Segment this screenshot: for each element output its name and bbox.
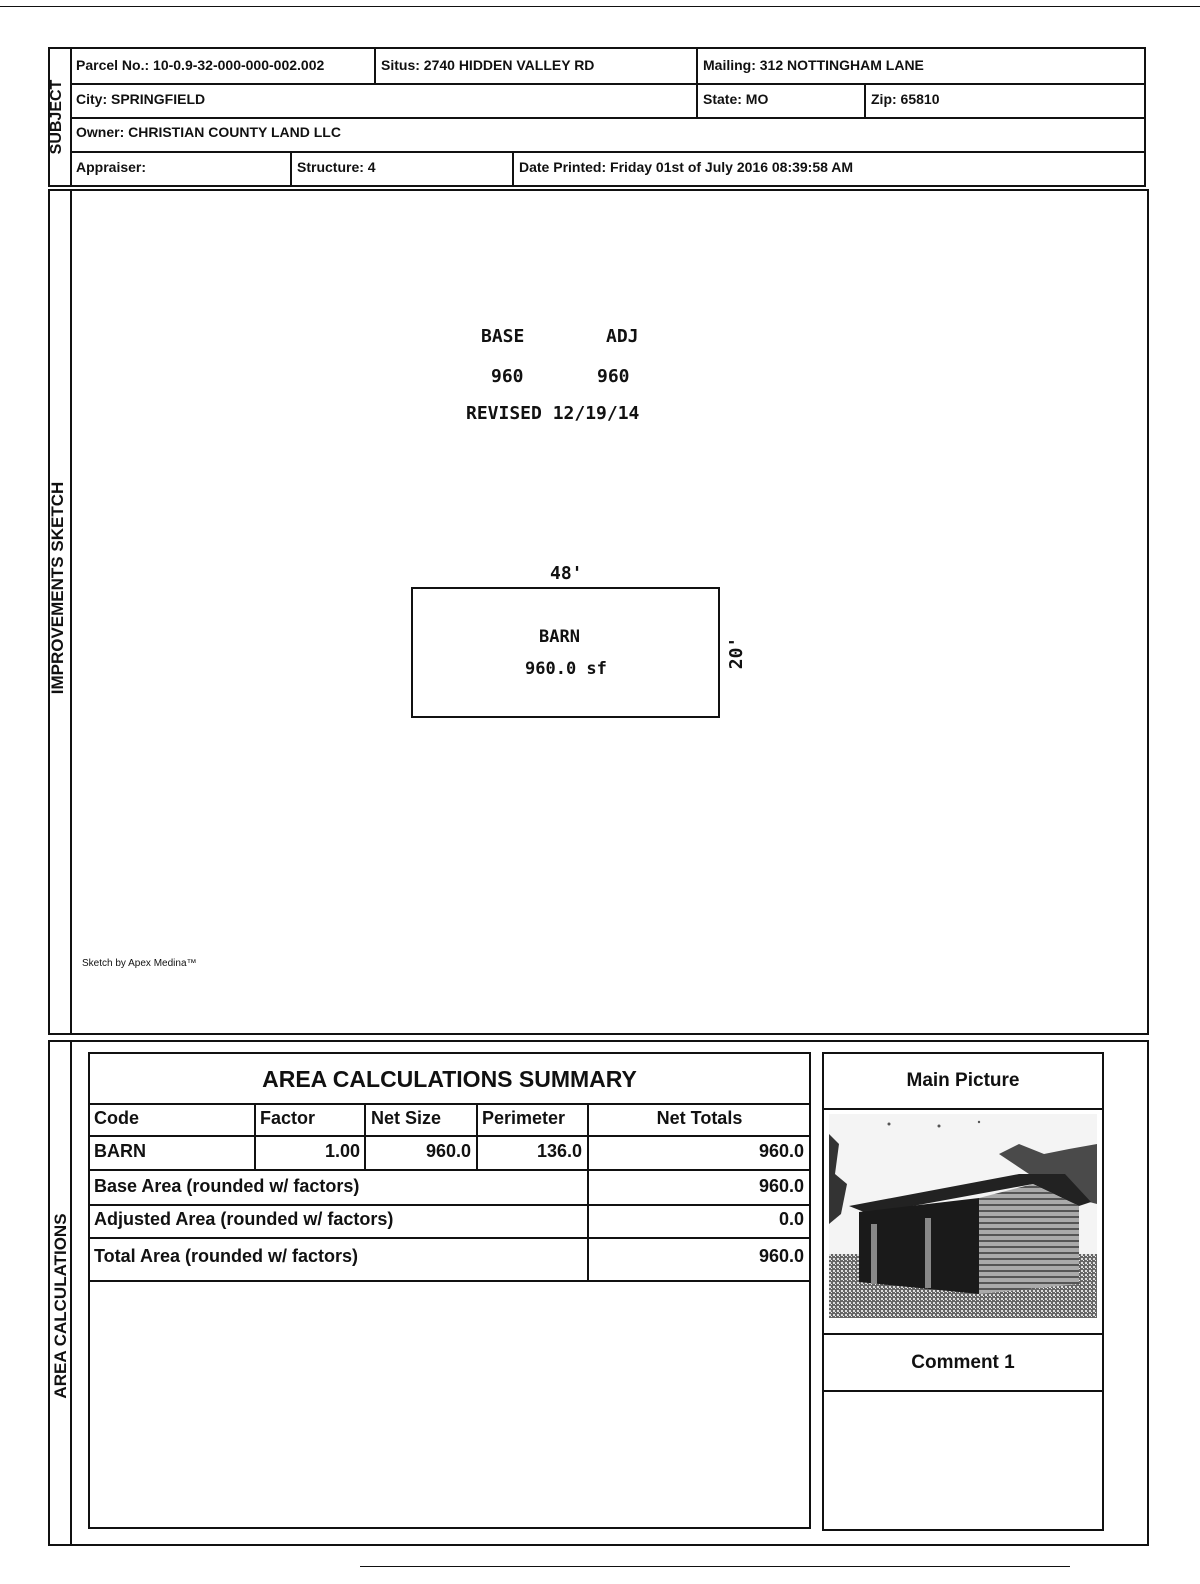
header-perimeter: Perimeter xyxy=(482,1108,566,1128)
row4-divider-b xyxy=(512,151,514,187)
barn-area: 960.0 sf xyxy=(525,659,607,679)
base-value: 960 xyxy=(491,366,524,387)
header-factor: Factor xyxy=(260,1108,316,1128)
barn-label: BARN xyxy=(539,627,580,647)
adj-value: 960 xyxy=(597,366,630,387)
barn-width-dimension: 48' xyxy=(550,563,583,584)
date-printed: Date Printed: Friday 01st of July 2016 08:39:58 AM xyxy=(519,159,854,175)
row1-divider-a xyxy=(374,47,376,83)
barn-footprint xyxy=(411,587,720,718)
subject-section-label: SUBJECT xyxy=(48,79,65,155)
main-picture-label: Main Picture xyxy=(906,1070,1020,1091)
adjusted-area-label: Adjusted Area (rounded w/ factors) xyxy=(94,1209,394,1229)
zip: Zip: 65810 xyxy=(871,91,940,107)
mailing-address: Mailing: 312 NOTTINGHAM LANE xyxy=(703,57,924,73)
adjusted-area-value: 0.0 xyxy=(778,1209,804,1229)
row-factor: 1.00 xyxy=(324,1141,360,1161)
barn-height-dimension: 20' xyxy=(726,636,747,670)
row-code: BARN xyxy=(94,1141,146,1161)
sketch-section-label: IMPROVEMENTS SKETCH xyxy=(48,481,67,695)
base-label: BASE xyxy=(481,326,525,347)
row-net-total: 960.0 xyxy=(758,1141,804,1161)
picture-rule-1 xyxy=(822,1108,1103,1110)
subject-row-divider-3 xyxy=(70,151,1146,153)
subject-row-divider-1 xyxy=(70,83,1146,85)
total-area-value: 960.0 xyxy=(758,1246,804,1266)
adj-label: ADJ xyxy=(606,326,639,347)
table-rule-header-top xyxy=(88,1103,810,1105)
parcel-number: Parcel No.: 10-0.9-32-000-000-002.002 xyxy=(76,57,325,73)
table-rule-row4 xyxy=(88,1280,810,1282)
table-rule-row2 xyxy=(88,1204,810,1206)
row2-divider xyxy=(864,83,866,117)
owner: Owner: CHRISTIAN COUNTY LAND LLC xyxy=(76,124,341,140)
area-section-label: AREA CALCULATIONS xyxy=(51,1213,70,1399)
appraiser: Appraiser: xyxy=(76,159,147,175)
row4-divider-a xyxy=(290,151,292,187)
header-net-totals: Net Totals xyxy=(656,1108,743,1128)
row-perimeter: 136.0 xyxy=(536,1141,582,1161)
row-net-size: 960.0 xyxy=(425,1141,471,1161)
subject-row-divider-2 xyxy=(70,117,1146,119)
table-rule-row3 xyxy=(88,1237,810,1239)
city: City: SPRINGFIELD xyxy=(76,91,206,107)
bottom-scan-edge xyxy=(360,1566,1070,1567)
header-code: Code xyxy=(94,1108,139,1128)
base-area-label: Base Area (rounded w/ factors) xyxy=(94,1176,360,1196)
revised-date: REVISED 12/19/14 xyxy=(466,403,640,424)
total-area-label: Total Area (rounded w/ factors) xyxy=(94,1246,359,1266)
table-rule-header-bottom xyxy=(88,1135,810,1137)
state: State: MO xyxy=(703,91,769,107)
comment-label: Comment 1 xyxy=(911,1352,1015,1373)
base-area-value: 960.0 xyxy=(758,1176,804,1196)
sketch-credit: Sketch by Apex Medina™ xyxy=(82,958,197,969)
top-scan-edge xyxy=(0,6,1200,7)
picture-rule-2 xyxy=(822,1333,1103,1335)
barn-photo xyxy=(829,1114,1097,1318)
area-summary-title: AREA CALCULATIONS SUMMARY xyxy=(262,1066,637,1092)
table-rule-row1 xyxy=(88,1169,810,1171)
barn-photo-image xyxy=(829,1114,1097,1318)
picture-rule-3 xyxy=(822,1390,1103,1392)
header-net-size: Net Size xyxy=(371,1108,442,1128)
row1-divider-b xyxy=(696,47,698,117)
structure: Structure: 4 xyxy=(297,159,376,175)
situs-address: Situs: 2740 HIDDEN VALLEY RD xyxy=(381,57,595,73)
